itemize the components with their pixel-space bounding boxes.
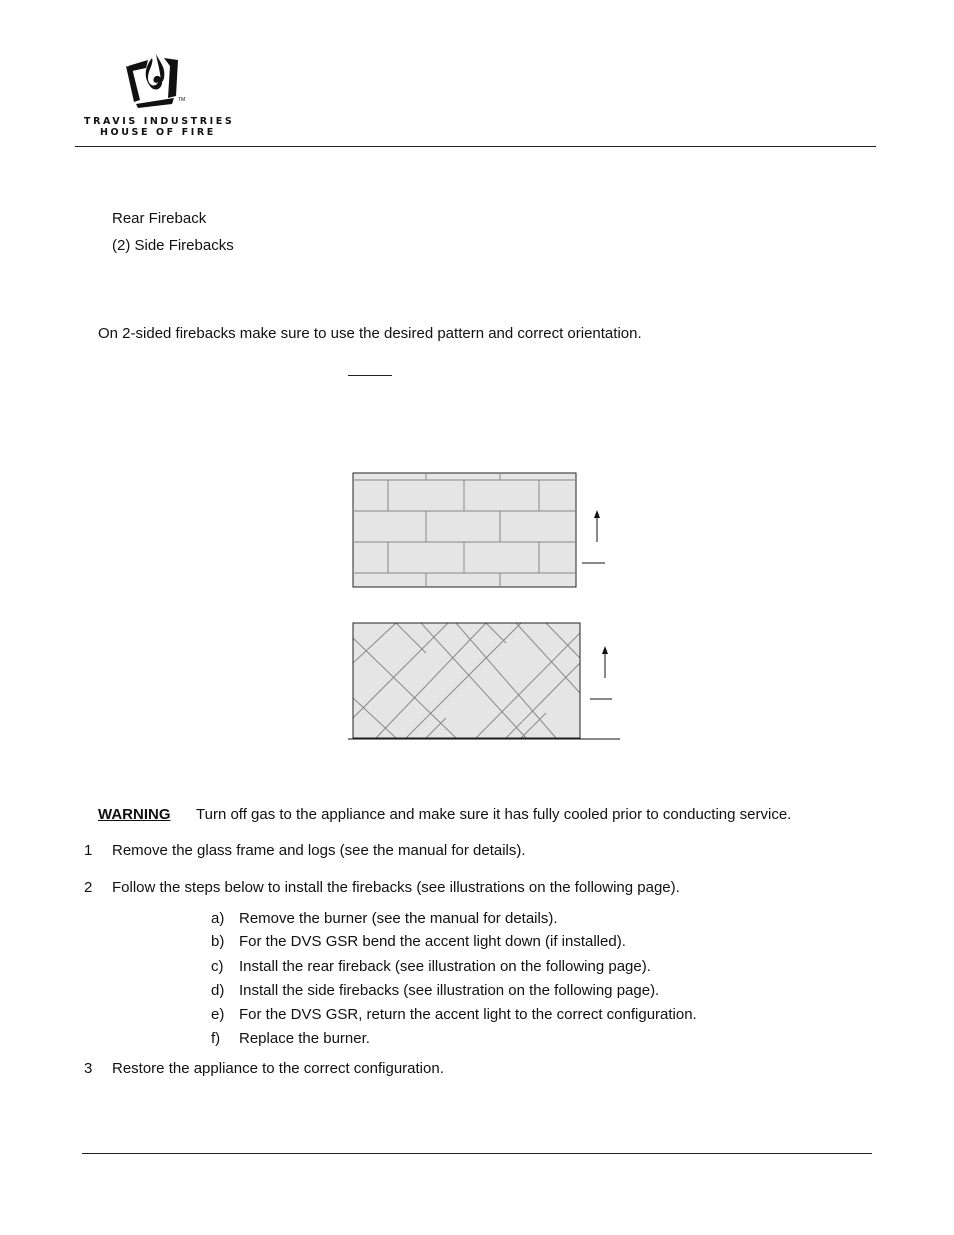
substep-text: For the DVS GSR, return the accent light to the correct configuration. bbox=[239, 1006, 697, 1023]
part-item-rear-fireback: Rear Fireback bbox=[112, 210, 207, 227]
company-name-line2: HOUSE OF FIRE bbox=[100, 127, 216, 138]
trademark-mark: TM bbox=[178, 97, 186, 103]
substep-letter: f) bbox=[211, 1030, 221, 1047]
step-number: 1 bbox=[84, 842, 93, 859]
substep-letter: b) bbox=[211, 933, 225, 950]
substep-text: Remove the burner (see the manual for details). bbox=[239, 910, 558, 927]
substep-letter: e) bbox=[211, 1006, 225, 1023]
step-number: 3 bbox=[84, 1060, 93, 1077]
herringbone-pattern-illustration bbox=[346, 618, 626, 742]
step-text: Restore the appliance to the correct configuration. bbox=[112, 1060, 444, 1077]
substep-letter: c) bbox=[211, 958, 224, 975]
substep-letter: a) bbox=[211, 910, 225, 927]
travis-logo bbox=[82, 52, 235, 142]
heading-underline bbox=[348, 375, 392, 376]
brick-pattern-illustration bbox=[350, 470, 615, 592]
warning-label: WARNING bbox=[98, 806, 171, 823]
warning-text: Turn off gas to the appliance and make sure it has fully cooled prior to conducting service. bbox=[196, 806, 792, 823]
step-number: 2 bbox=[84, 879, 93, 896]
company-name-line1: TRAVIS INDUSTRIES bbox=[84, 116, 235, 127]
substep-text: Replace the burner. bbox=[239, 1030, 370, 1047]
step-text: Remove the glass frame and logs (see the manual for details). bbox=[112, 842, 526, 859]
substep-text: Install the rear fireback (see illustration on the following page). bbox=[239, 958, 651, 975]
header-rule bbox=[75, 146, 876, 147]
footer-rule bbox=[82, 1153, 872, 1154]
substep-letter: d) bbox=[211, 982, 225, 999]
up-arrow-icon bbox=[602, 646, 608, 678]
substep-text: Install the side firebacks (see illustration on the following page). bbox=[239, 982, 660, 999]
part-item-side-firebacks: (2) Side Firebacks bbox=[112, 237, 234, 254]
step-text: Follow the steps below to install the firebacks (see illustrations on the following page). bbox=[112, 879, 680, 896]
up-arrow-icon bbox=[594, 510, 600, 542]
substep-text: For the DVS GSR bend the accent light down (if installed). bbox=[239, 933, 626, 950]
orientation-note: On 2-sided firebacks make sure to use the desired pattern and correct orientation. bbox=[98, 325, 642, 342]
